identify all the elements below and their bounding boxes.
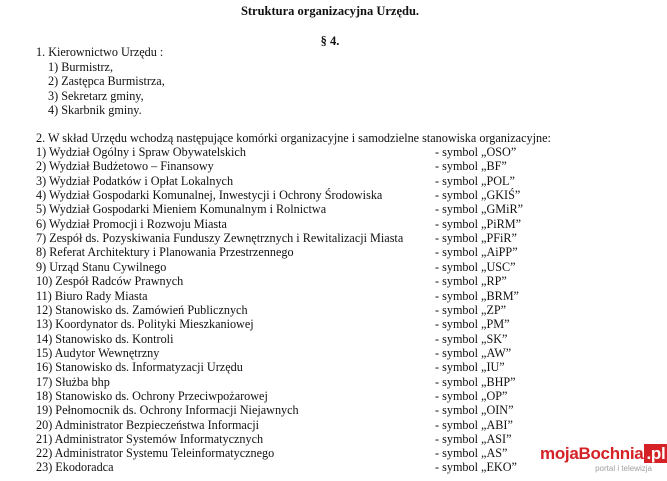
watermark-brand: mojaBochnia xyxy=(540,444,644,463)
unit-name: 15) Audytor Wewnętrzny xyxy=(36,346,160,360)
unit-symbol: - symbol „BF” xyxy=(435,159,507,173)
unit-name: 10) Zespół Radców Prawnych xyxy=(36,274,184,288)
unit-symbol: - symbol „OSO” xyxy=(435,145,517,159)
document-title: Struktura organizacyjna Urzędu. xyxy=(240,4,420,18)
leadership-item: 3) Sekretarz gminy, xyxy=(48,89,144,103)
leadership-item: 2) Zastępca Burmistrza, xyxy=(48,74,165,88)
unit-name: 2) Wydział Budżetowo – Finansowy xyxy=(36,159,214,173)
point-2-heading: 2. W skład Urzędu wchodzą następujące komórki organizacyjne i samodzielne stanowiska organizacyjne: xyxy=(36,131,551,145)
unit-name: 12) Stanowisko ds. Zamówień Publicznych xyxy=(36,303,248,317)
unit-name: 13) Koordynator ds. Polityki Mieszkaniowej xyxy=(36,317,254,331)
unit-name: 1) Wydział Ogólny i Spraw Obywatelskich xyxy=(36,145,246,159)
unit-symbol: - symbol „AW” xyxy=(435,346,512,360)
watermark-logo xyxy=(540,444,666,463)
unit-name: 23) Ekodoradca xyxy=(36,460,114,474)
unit-name: 22) Administrator Systemu Teleinformatycznego xyxy=(36,446,275,460)
unit-symbol: - symbol „USC” xyxy=(435,260,516,274)
unit-name: 17) Służba bhp xyxy=(36,375,110,389)
unit-name: 7) Zespół ds. Pozyskiwania Funduszy Zewnętrznych i Rewitalizacji Miasta xyxy=(36,231,404,245)
unit-name: 9) Urząd Stanu Cywilnego xyxy=(36,260,167,274)
unit-name: 21) Administrator Systemów Informatycznych xyxy=(36,432,264,446)
unit-name: 18) Stanowisko ds. Ochrony Przeciwpożarowej xyxy=(36,389,268,403)
unit-symbol: - symbol „GKIŚ” xyxy=(435,188,521,202)
unit-symbol: - symbol „PM” xyxy=(435,317,510,331)
unit-symbol: - symbol „OP” xyxy=(435,389,508,403)
unit-symbol: - symbol „PiRM” xyxy=(435,217,521,231)
unit-symbol: - symbol „SK” xyxy=(435,332,508,346)
leadership-item: 4) Skarbnik gminy. xyxy=(48,103,142,117)
unit-symbol: - symbol „BRM” xyxy=(435,289,519,303)
section-heading: § 4. xyxy=(320,34,340,48)
leadership-item: 1) Burmistrz, xyxy=(48,60,113,74)
unit-name: 6) Wydział Promocji i Rozwoju Miasta xyxy=(36,217,227,231)
unit-symbol: - symbol „GMiR” xyxy=(435,202,524,216)
unit-symbol: - symbol „AS” xyxy=(435,446,508,460)
unit-name: 8) Referat Architektury i Planowania Przestrzennego xyxy=(36,245,294,259)
unit-name: 5) Wydział Gospodarki Mieniem Komunalnym i Rolnictwa xyxy=(36,202,327,216)
unit-name: 11) Biuro Rady Miasta xyxy=(36,289,148,303)
unit-symbol: - symbol „EKO” xyxy=(435,460,517,474)
unit-symbol: - symbol „RP” xyxy=(435,274,507,288)
unit-name: 16) Stanowisko ds. Informatyzacji Urzędu xyxy=(36,360,243,374)
watermark-tld: .pl xyxy=(646,444,666,463)
site-watermark xyxy=(540,444,666,475)
point-1-heading: 1. Kierownictwo Urzędu : xyxy=(36,45,164,59)
unit-symbol: - symbol „PFiR” xyxy=(435,231,517,245)
unit-name: 14) Stanowisko ds. Kontroli xyxy=(36,332,174,346)
unit-name: 20) Administrator Bezpieczeństwa Informacji xyxy=(36,418,260,432)
unit-name: 3) Wydział Podatków i Opłat Lokalnych xyxy=(36,174,234,188)
unit-symbol: - symbol „BHP” xyxy=(435,375,516,389)
unit-symbol: - symbol „IU” xyxy=(435,360,505,374)
unit-symbol: - symbol „POL” xyxy=(435,174,515,188)
watermark-tagline: portal i telewizja xyxy=(595,464,652,473)
unit-symbol: - symbol „AiPP” xyxy=(435,245,518,259)
unit-symbol: - symbol „ASI” xyxy=(435,432,512,446)
unit-name: 19) Pełnomocnik ds. Ochrony Informacji Niejawnych xyxy=(36,403,299,417)
unit-symbol: - symbol „ABI” xyxy=(435,418,513,432)
unit-symbol: - symbol „OIN” xyxy=(435,403,514,417)
unit-name: 4) Wydział Gospodarki Komunalnej, Inwestycji i Ochrony Środowiska xyxy=(36,188,383,202)
unit-symbol: - symbol „ZP” xyxy=(435,303,507,317)
